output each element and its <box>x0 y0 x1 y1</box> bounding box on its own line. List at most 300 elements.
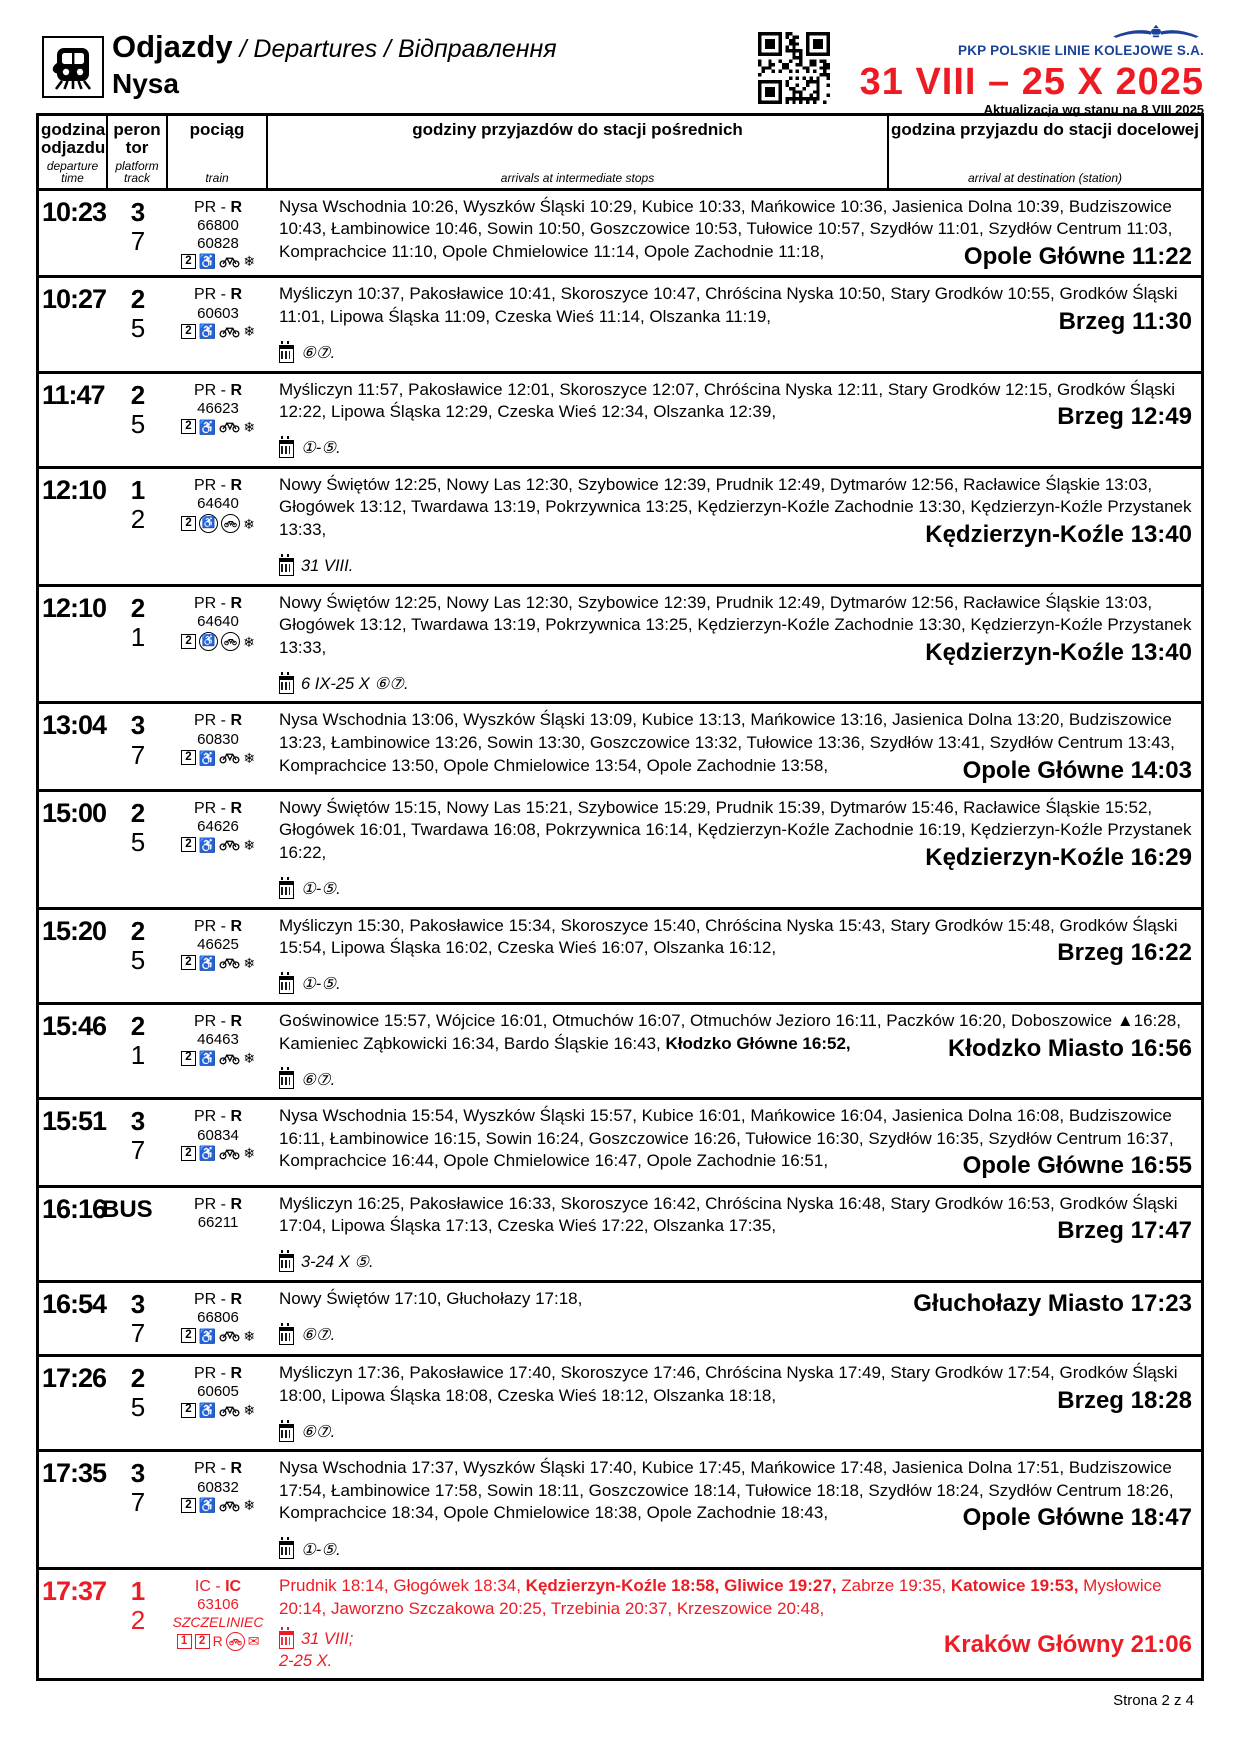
bicycle-icon <box>219 255 240 268</box>
wheelchair-icon: ♿ <box>198 253 217 270</box>
bicycle-icon <box>219 1329 240 1342</box>
intermediate-stops: Nysa Wschodnia 15:54, Wyszków Śląski 15:57, Kubice 16:01, Mańkowice 16:04, Jasienica Dolna 16:08, Budziszowice 16:11, Łambinowice 16:15, Sowin 16:24, Goszczowice 16:26, Tułowice 16:30, Szydłów 16:35, Szydłów Centrum 16:37, Komprachcice 16:44, Opole Chmielowice 16:47, Opole Zachodnie 16:51, <box>279 1106 1174 1171</box>
platform-track-cell <box>108 589 168 696</box>
stops-cell <box>268 1007 1201 1091</box>
second-class-icon: 2 <box>181 1403 196 1418</box>
second-class-icon: 2 <box>181 634 196 649</box>
train-name: SZCZELINIEC <box>172 1613 264 1630</box>
train-info-cell <box>168 1007 268 1091</box>
pkp-eagle-icon <box>1108 24 1204 42</box>
wheelchair-icon: ♿ <box>198 1145 217 1162</box>
train-info-cell <box>168 1285 268 1348</box>
calendar-icon <box>279 1071 294 1089</box>
departure-time: 13:04 <box>42 710 107 741</box>
calendar-icon <box>279 1541 294 1559</box>
stops-cell <box>268 193 1201 269</box>
stops-cell <box>268 589 1201 696</box>
platform-track-cell <box>108 1454 168 1561</box>
update-note: Aktualizacja wg stanu na 8 VIII 2025 <box>983 102 1204 117</box>
timetable-row <box>39 587 1201 705</box>
destination: Opole Główne 16:55 <box>962 1152 1192 1180</box>
train-carrier: PR - R <box>193 1365 242 1383</box>
wheelchair-icon: ♿ <box>198 749 217 766</box>
calendar-icon <box>279 345 294 363</box>
platform-number: 2 <box>130 915 146 946</box>
destination: Brzeg 17:47 <box>1057 1217 1192 1245</box>
destination: Opole Główne 18:47 <box>962 1504 1192 1532</box>
air-conditioning-icon: ❄ <box>243 253 256 270</box>
platform-number: 2 <box>130 592 146 623</box>
intermediate-stops: Myśliczyn 17:36, Pakosławice 17:40, Skoroszyce 17:46, Chróścina Nyska 17:49, Stary Grodków 17:54, Grodków Śląski 18:00, Lipowa Śląska 18:08, Czeska Wieś 18:12, Olszanka 18:18, <box>279 1363 1178 1405</box>
calendar-line <box>279 974 1192 995</box>
destination: Kędzierzyn-Koźle 13:40 <box>925 520 1192 548</box>
timetable-row <box>39 1188 1201 1283</box>
train-logo <box>42 36 104 98</box>
calendar-days: ①-⑤. <box>279 438 341 459</box>
stops-cell <box>268 1454 1201 1561</box>
timetable-row <box>39 191 1201 278</box>
train-number: 64626 <box>197 818 239 836</box>
platform-number: 2 <box>130 379 146 410</box>
train-icons <box>168 324 268 339</box>
train-info-cell <box>168 1190 268 1274</box>
second-class-icon: 2 <box>195 1634 210 1649</box>
bus-label: BUS <box>102 1195 153 1223</box>
timetable-row <box>39 704 1201 791</box>
track-number: 2 <box>130 503 146 534</box>
air-conditioning-icon: ❄ <box>243 515 255 532</box>
calendar-days: ①-⑤. <box>279 879 341 900</box>
destination: Brzeg 16:22 <box>1057 939 1192 967</box>
platform-track-cell <box>108 1007 168 1091</box>
wheelchair-icon: ♿ <box>198 418 217 435</box>
track-number: 5 <box>130 944 146 975</box>
train-carrier: PR - R <box>193 917 242 935</box>
platform-track-cell <box>108 1102 168 1178</box>
track-number: 7 <box>130 1135 146 1166</box>
second-class-icon: 2 <box>181 254 196 269</box>
destination: Kłodzko Miasto 16:56 <box>947 1034 1192 1062</box>
calendar-icon <box>279 881 294 899</box>
timetable-row <box>39 278 1201 373</box>
train-number: 60834 <box>197 1126 239 1144</box>
validity-dates: 31 VIII – 25 X 2025 <box>859 61 1204 103</box>
col-header-platform <box>108 116 168 188</box>
col-stops-en: arrivals at intermediate stops <box>500 171 655 186</box>
calendar-days: ①-⑤. <box>279 974 341 995</box>
station-name: Nysa <box>112 68 179 100</box>
air-conditioning-icon: ❄ <box>243 1327 256 1344</box>
air-conditioning-icon: ❄ <box>243 954 256 971</box>
destination: Kędzierzyn-Koźle 16:29 <box>925 844 1192 872</box>
platform-number: 3 <box>130 1288 146 1319</box>
calendar-days: ⑥⑦. <box>279 1325 335 1346</box>
calendar-line <box>279 1070 1192 1091</box>
second-class-icon: 2 <box>181 1498 196 1513</box>
brand-name: PKP POLSKIE LINIE KOLEJOWE S.A. <box>958 43 1204 58</box>
intermediate-stops: Myśliczyn 15:30, Pakosławice 15:34, Skoroszyce 15:40, Chróścina Nyska 15:43, Stary Grodków 15:48, Grodków Śląski 15:54, Lipowa Śląska 16:02, Czeska Wieś 16:07, Olszanka 16:12, <box>279 915 1178 958</box>
train-carrier: PR - R <box>193 594 242 612</box>
train-icons <box>168 1051 268 1066</box>
train-icons <box>168 955 268 970</box>
calendar-line <box>279 674 1192 695</box>
qr-code <box>758 32 830 104</box>
calendar-line <box>279 1325 1192 1346</box>
train-number: 46623 <box>197 399 239 417</box>
stops-cell <box>268 1190 1201 1274</box>
intermediate-stops: Nysa Wschodnia 17:37, Wyszków Śląski 17:40, Kubice 17:45, Mańkowice 17:48, Jasienica Dolna 17:51, Budziszowice 17:54, Łambinowice 17:58, Sowin 18:11, Goszczowice 18:14, Tułowice 18:18, Szydłów 18:24, Szydłów Centrum 18:26, Komprachcice 18:34, Opole Chmielowice 18:38, Opole Zachodnie 18:43, <box>279 1458 1174 1523</box>
wheelchair-icon: ♿ <box>198 836 217 853</box>
train-number: 60830 <box>197 730 239 748</box>
train-info-cell <box>168 280 268 364</box>
stops-cell <box>268 706 1201 782</box>
air-conditioning-icon: ❄ <box>243 836 256 853</box>
platform-track-cell <box>108 1359 168 1443</box>
timetable-row <box>39 1283 1201 1357</box>
train-icons <box>168 750 268 765</box>
calendar-icon <box>279 1631 294 1649</box>
intermediate-stops: Myśliczyn 10:37, Pakosławice 10:41, Skoroszyce 10:47, Chróścina Nyska 10:50, Stary Grodków 10:55, Grodków Śląski 11:01, Lipowa Śląska 11:09, Czeska Wieś 11:14, Olszanka 11:19, <box>279 284 1178 326</box>
train-icons <box>168 632 268 651</box>
train-carrier: IC - IC <box>194 1578 242 1596</box>
second-class-icon: 2 <box>181 837 196 852</box>
bicycle-icon <box>219 1052 240 1065</box>
timetable-row <box>39 1452 1201 1570</box>
air-conditioning-icon: ❄ <box>243 418 256 435</box>
train-carrier: PR - R <box>193 381 242 399</box>
calendar-line <box>279 1422 1192 1443</box>
col-header-destination <box>889 116 1201 188</box>
train-number: 66806 <box>197 1309 239 1327</box>
stops-cell <box>268 1102 1201 1178</box>
train-carrier: PR - R <box>193 1195 242 1213</box>
intermediate-stops: Goświnowice 15:57, Wójcice 16:01, Otmuchów 16:07, Otmuchów Jezioro 16:11, Paczków 16:20, Doboszowice ▲16:28, Kamieniec Ząbkowicki 16:34, Bardo Śląskie 16:43, Kłodzko Główne 16:52, <box>279 1010 1181 1053</box>
train-carrier: PR - R <box>193 198 242 216</box>
air-conditioning-icon: ❄ <box>243 749 256 766</box>
calendar-line <box>279 438 1192 459</box>
train-icons <box>168 1328 268 1343</box>
destination: Kędzierzyn-Koźle 13:40 <box>925 638 1192 666</box>
page-header <box>0 0 1240 117</box>
page-number: Strona 2 z 4 <box>1113 1692 1194 1709</box>
track-number: 7 <box>130 739 146 770</box>
departure-time: 12:10 <box>42 592 107 623</box>
bicycle-icon <box>219 838 240 851</box>
train-carrier: PR - R <box>193 799 242 817</box>
timetable-body <box>39 191 1201 1678</box>
calendar-line <box>279 1540 1192 1561</box>
intermediate-stops: Nysa Wschodnia 13:06, Wyszków Śląski 13:09, Kubice 13:13, Mańkowice 13:16, Jasienica Dolna 13:20, Budziszowice 13:23, Łambinowice 13:26, Sowin 13:30, Goszczowice 13:32, Tułowice 13:36, Szydłów 13:41, Szydłów Centrum 13:43, Komprachcice 13:50, Opole Chmielowice 13:54, Opole Zachodnie 13:58, <box>279 710 1175 775</box>
stops-cell <box>268 376 1201 460</box>
train-number: 46463 <box>197 1031 239 1049</box>
timetable-row <box>39 1005 1201 1100</box>
calendar-days: 3-24 X ⑤. <box>279 1252 374 1273</box>
wheelchair-icon: ♿ <box>199 632 218 651</box>
stops-cell <box>268 1285 1201 1348</box>
calendar-days: ⑥⑦. <box>279 1422 335 1443</box>
train-info-cell <box>168 471 268 578</box>
calendar-icon <box>279 1327 294 1345</box>
intermediate-stops: Nowy Świętów 15:15, Nowy Las 15:21, Szybowice 15:29, Prudnik 15:39, Dytmarów 15:46, Racławice Śląskie 15:52, Głogówek 16:01, Twardawa 16:08, Pokrzywnica 16:14, Kędzierzyn-Koźle Zachodnie 16:19, Kędzierzyn-Koźle Przystanek 16:22, <box>279 797 1192 863</box>
first-class-icon: 1 <box>177 1634 192 1649</box>
platform-number: 1 <box>130 1576 146 1607</box>
departure-time: 15:20 <box>42 915 107 946</box>
bicycle-icon <box>219 956 240 969</box>
col-dest-en: arrival at destination (station) <box>967 171 1123 186</box>
train-number: 64640 <box>197 612 239 630</box>
destination: Brzeg 18:28 <box>1057 1386 1192 1414</box>
track-number: 1 <box>130 621 146 652</box>
timetable-row <box>39 1570 1201 1678</box>
departure-time: 15:46 <box>42 1010 107 1041</box>
platform-number: 3 <box>130 1458 146 1489</box>
platform-track-cell <box>108 471 168 578</box>
air-conditioning-icon: ❄ <box>243 1145 256 1162</box>
calendar-line <box>279 1252 1192 1273</box>
train-info-cell <box>168 376 268 460</box>
stops-cell <box>268 1359 1201 1443</box>
train-info-cell <box>168 1572 268 1672</box>
bicycle-icon <box>219 420 240 433</box>
train-icons <box>168 1498 268 1513</box>
bicycle-icon <box>226 1632 245 1651</box>
col-train-en: train <box>205 171 229 186</box>
train-info-cell <box>168 912 268 996</box>
train-icons <box>168 514 268 533</box>
platform-number: 3 <box>130 1106 146 1137</box>
destination: Głuchołazy Miasto 17:23 <box>913 1289 1192 1317</box>
departure-time: 15:51 <box>42 1106 107 1137</box>
track-number: 5 <box>130 826 146 857</box>
departure-time: 12:10 <box>42 474 107 505</box>
timetable-row <box>39 1357 1201 1452</box>
stops-cell <box>268 1572 1201 1672</box>
second-class-icon: 2 <box>181 1051 196 1066</box>
train-carrier: PR - R <box>193 712 242 730</box>
intermediate-stops: Nowy Świętów 17:10, Głuchołazy 17:18, <box>279 1288 583 1308</box>
reservation-icon: R <box>212 1633 223 1650</box>
wheelchair-icon: ♿ <box>198 1050 217 1067</box>
platform-number: 2 <box>130 1010 146 1041</box>
platform-track-cell <box>108 794 168 901</box>
train-carrier: PR - R <box>193 1290 242 1308</box>
train-icons <box>168 1146 268 1161</box>
calendar-icon <box>279 676 294 694</box>
track-number: 5 <box>130 1392 146 1423</box>
col-header-train <box>168 116 268 188</box>
bicycle-icon <box>221 632 240 651</box>
train-carrier: PR - R <box>193 286 242 304</box>
train-icons <box>168 837 268 852</box>
train-number: 46625 <box>197 936 239 954</box>
calendar-icon <box>279 1254 294 1272</box>
departure-time: 17:35 <box>42 1458 107 1489</box>
track-number: 7 <box>130 1487 146 1518</box>
track-number: 1 <box>130 1040 146 1071</box>
platform-number: 3 <box>130 710 146 741</box>
train-carrier: PR - R <box>193 476 242 494</box>
air-conditioning-icon: ❄ <box>243 633 255 650</box>
calendar-days: 6 IX-25 X ⑥⑦. <box>279 674 409 695</box>
calendar-days: 31 VIII; 2-25 X. <box>279 1630 354 1670</box>
train-number: 60828 <box>197 234 239 252</box>
wheelchair-icon: ♿ <box>198 1402 217 1419</box>
timetable-row <box>39 1100 1201 1187</box>
train-number: 60832 <box>197 1478 239 1496</box>
calendar-days: 31 VIII. <box>279 556 353 577</box>
platform-track-cell <box>108 1572 168 1672</box>
train-number: 64640 <box>197 495 239 513</box>
calendar-days: ①-⑤. <box>279 1540 341 1561</box>
track-number: 5 <box>130 313 146 344</box>
destination: Kraków Główny 21:06 <box>943 1631 1192 1659</box>
departure-time: 17:26 <box>42 1363 107 1394</box>
timetable-row <box>39 910 1201 1005</box>
calendar-line <box>279 343 1192 364</box>
platform-track-cell <box>108 280 168 364</box>
platform-number: 2 <box>130 797 146 828</box>
timetable-row <box>39 792 1201 910</box>
title-odjazdy: Odjazdy <box>112 29 233 64</box>
air-conditioning-icon: ❄ <box>243 1050 256 1067</box>
col-platform-en: platform track <box>115 158 159 186</box>
train-icon <box>49 43 97 91</box>
mail-icon: ✉ <box>247 1633 260 1650</box>
train-carrier: PR - R <box>193 1460 242 1478</box>
air-conditioning-icon: ❄ <box>243 1497 256 1514</box>
platform-track-cell <box>102 1190 168 1274</box>
platform-track-cell <box>108 706 168 782</box>
train-number: 66211 <box>197 1213 239 1231</box>
second-class-icon: 2 <box>181 1328 196 1343</box>
brand-block <box>860 24 1204 117</box>
timetable-row <box>39 469 1201 587</box>
col-header-departure <box>39 116 108 188</box>
departure-time: 10:23 <box>42 196 107 227</box>
platform-track-cell <box>108 376 168 460</box>
calendar-days: ⑥⑦. <box>279 343 335 364</box>
destination: Brzeg 11:30 <box>1058 307 1192 335</box>
wheelchair-icon: ♿ <box>198 1327 217 1344</box>
track-number: 2 <box>130 1605 146 1636</box>
bicycle-icon <box>221 514 240 533</box>
air-conditioning-icon: ❄ <box>243 323 256 340</box>
col-departure-pl: godzina odjazdu <box>41 120 106 157</box>
platform-track-cell <box>108 1285 168 1348</box>
departure-time: 10:27 <box>42 284 107 315</box>
timetable-row <box>39 374 1201 469</box>
departure-time: 16:54 <box>42 1288 107 1319</box>
second-class-icon: 2 <box>181 1146 196 1161</box>
intermediate-stops: Nowy Świętów 12:25, Nowy Las 12:30, Szybowice 12:39, Prudnik 12:49, Dytmarów 12:56, Racławice Śląskie 13:03, Głogówek 13:12, Twardawa 13:19, Pokrzywnica 13:25, Kędzierzyn-Koźle Zachodnie 13:30, Kędzierzyn-Koźle Przystanek 13:33, <box>279 592 1192 657</box>
departure-time: 16:16 <box>42 1193 107 1224</box>
platform-number: 1 <box>130 474 146 505</box>
calendar-icon <box>279 558 294 576</box>
stops-cell <box>268 280 1201 364</box>
calendar-line <box>279 1629 1192 1672</box>
departure-time: 15:00 <box>42 797 107 828</box>
wheelchair-icon: ♿ <box>198 323 217 340</box>
intermediate-stops: Myśliczyn 11:57, Pakosławice 12:01, Skoroszyce 12:07, Chróścina Nyska 12:11, Stary Grodków 12:15, Grodków Śląski 12:22, Lipowa Śląska 12:29, Czeska Wieś 12:34, Olszanka 12:39, <box>279 379 1176 422</box>
col-train-pl: pociąg <box>189 120 245 139</box>
destination: Brzeg 12:49 <box>1057 403 1192 431</box>
intermediate-stops: Prudnik 18:14, Głogówek 18:34, Kędzierzyn-Koźle 18:58, Gliwice 19:27, Zabrze 19:35, Katowice 19:53, Mysłowice 20:14, Jaworzno Szczakowa 20:25, Trzebinia 20:37, Krzeszowice 20:48, <box>279 1576 1162 1618</box>
second-class-icon: 2 <box>181 419 196 434</box>
intermediate-stops: Myśliczyn 16:25, Pakosławice 16:33, Skoroszyce 16:42, Chróścina Nyska 16:48, Stary Grodków 16:53, Grodków Śląski 17:04, Lipowa Śląska 17:13, Czeska Wieś 17:22, Olszanka 17:35, <box>279 1193 1178 1236</box>
train-number: 66800 <box>197 217 239 235</box>
platform-number: 2 <box>130 284 146 315</box>
bicycle-icon <box>219 1147 240 1160</box>
second-class-icon: 2 <box>181 955 196 970</box>
intermediate-stops: Nowy Świętów 12:25, Nowy Las 12:30, Szybowice 12:39, Prudnik 12:49, Dytmarów 12:56, Racławice Śląskie 13:03, Głogówek 13:12, Twardawa 13:19, Pokrzywnica 13:25, Kędzierzyn-Koźle Zachodnie 13:30, Kędzierzyn-Koźle Przystanek 13:33, <box>279 474 1192 539</box>
departures-table <box>36 113 1204 1681</box>
bicycle-icon <box>219 751 240 764</box>
train-icons <box>168 419 268 434</box>
wheelchair-icon: ♿ <box>199 514 218 533</box>
track-number: 5 <box>130 408 146 439</box>
second-class-icon: 2 <box>181 516 196 531</box>
bicycle-icon <box>219 325 240 338</box>
destination: Opole Główne 14:03 <box>962 756 1192 784</box>
bicycle-icon <box>219 1404 240 1417</box>
wheelchair-icon: ♿ <box>198 954 217 971</box>
col-platform-pl: peron tor <box>113 120 161 157</box>
platform-number: 3 <box>130 196 146 227</box>
departure-time: 11:47 <box>42 379 105 410</box>
table-header <box>39 116 1201 191</box>
train-info-cell <box>168 1359 268 1443</box>
col-dest-pl: godzina przyjazdu do stacji docelowej <box>891 120 1199 139</box>
col-departure-en: departure time <box>46 158 99 186</box>
air-conditioning-icon: ❄ <box>243 1402 256 1419</box>
col-stops-pl: godziny przyjazdów do stacji pośrednich <box>412 120 743 139</box>
train-info-cell <box>168 794 268 901</box>
calendar-line <box>279 879 1192 900</box>
calendar-days: ⑥⑦. <box>279 1070 335 1091</box>
train-carrier: PR - R <box>193 1012 242 1030</box>
train-info-cell <box>168 706 268 782</box>
calendar-line <box>279 556 1192 577</box>
wheelchair-icon: ♿ <box>198 1497 217 1514</box>
platform-track-cell <box>108 193 168 269</box>
page-title <box>112 30 557 64</box>
calendar-icon <box>279 976 294 994</box>
train-info-cell <box>168 589 268 696</box>
stops-cell <box>268 471 1201 578</box>
calendar-icon <box>279 1424 294 1442</box>
platform-number: 2 <box>130 1363 146 1394</box>
stops-cell <box>268 912 1201 996</box>
stops-cell <box>268 794 1201 901</box>
title-translations: / Departures / Відправлення <box>232 35 557 63</box>
departure-time: 17:37 <box>42 1576 107 1607</box>
train-icons <box>168 1632 268 1651</box>
train-number: 63106 <box>197 1596 239 1614</box>
train-info-cell <box>168 1102 268 1178</box>
platform-track-cell <box>108 912 168 996</box>
train-info-cell <box>168 1454 268 1561</box>
train-icons <box>168 254 268 269</box>
col-header-stops <box>268 116 889 188</box>
destination: Opole Główne 11:22 <box>963 243 1192 271</box>
train-icons <box>168 1403 268 1418</box>
train-number: 60603 <box>197 304 239 322</box>
second-class-icon: 2 <box>181 324 196 339</box>
track-number: 7 <box>130 225 146 256</box>
intermediate-stops: Nysa Wschodnia 10:26, Wyszków Śląski 10:29, Kubice 10:33, Mańkowice 10:36, Jasienica Dolna 10:39, Budziszowice 10:43, Łambinowice 10:46, Sowin 10:50, Goszczowice 10:53, Tułowice 10:57, Szydłów 11:01, Szydłów Centrum 11:03, Komprachcice 11:10, Opole Chmielowice 11:14, Opole Zachodnie 11:18, <box>279 196 1173 262</box>
calendar-icon <box>279 440 294 458</box>
bicycle-icon <box>219 1499 240 1512</box>
